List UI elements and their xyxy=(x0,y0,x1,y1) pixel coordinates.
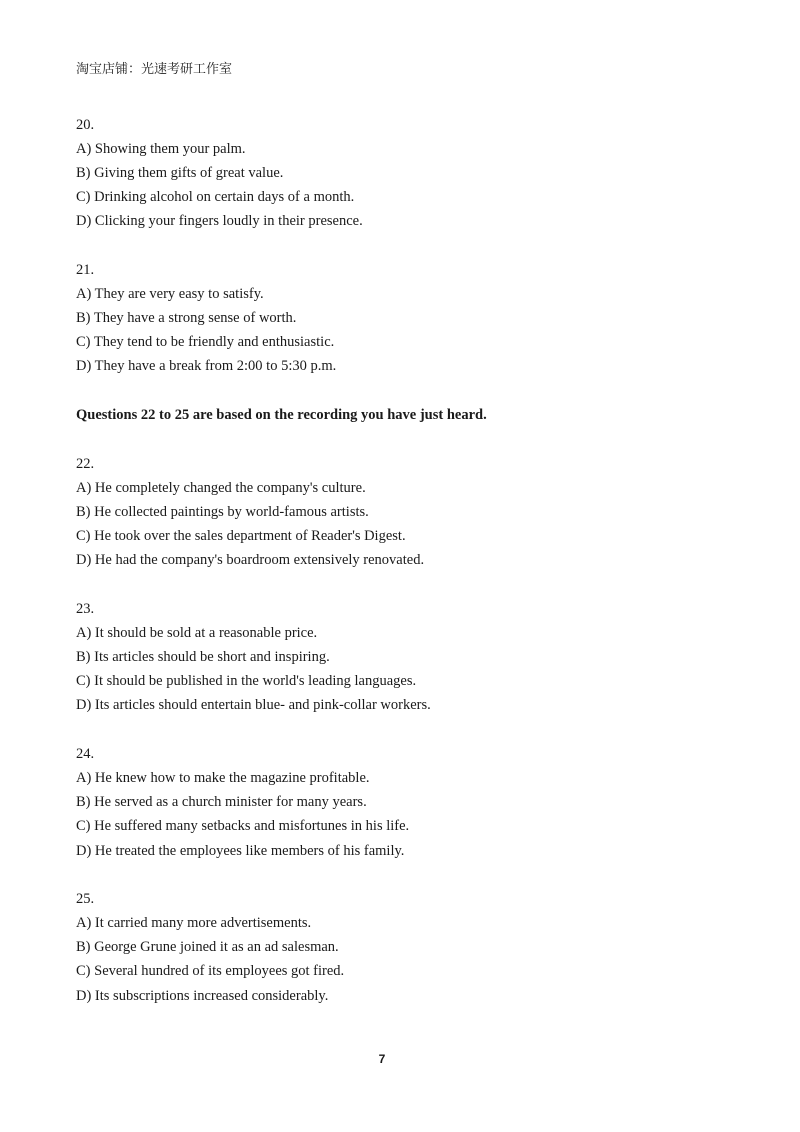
question-number: 21. xyxy=(76,262,95,278)
option-a: A) Showing them your palm. xyxy=(76,141,246,157)
question-number: 20. xyxy=(76,117,95,133)
option-d: D) Its subscriptions increased considerably. xyxy=(76,988,329,1004)
option-b: B) George Grune joined it as an ad salesman. xyxy=(76,939,339,955)
option-c: C) Several hundred of its employees got fired. xyxy=(76,963,345,979)
question-number: 25. xyxy=(76,891,95,907)
option-b: B) They have a strong sense of worth. xyxy=(76,310,297,326)
option-c: C) He suffered many setbacks and misfortunes in his life. xyxy=(76,818,410,834)
question-number: 24. xyxy=(76,746,95,762)
option-d: D) He treated the employees like members of his family. xyxy=(76,843,405,859)
option-b: B) He served as a church minister for many years. xyxy=(76,794,367,810)
option-c: C) He took over the sales department of Reader's Digest. xyxy=(76,528,406,544)
option-a: A) It carried many more advertisements. xyxy=(76,915,312,931)
option-a: A) He completely changed the company's culture. xyxy=(76,480,366,496)
option-d: D) They have a break from 2:00 to 5:30 p.m. xyxy=(76,358,337,374)
page-number: 7 xyxy=(378,1052,386,1066)
option-a: A) They are very easy to satisfy. xyxy=(76,286,264,302)
option-a: A) He knew how to make the magazine profitable. xyxy=(76,770,370,786)
option-c: C) They tend to be friendly and enthusiastic. xyxy=(76,334,335,350)
option-d: D) Clicking your fingers loudly in their presence. xyxy=(76,213,363,229)
option-c: C) Drinking alcohol on certain days of a month. xyxy=(76,189,355,205)
section-heading: Questions 22 to 25 are based on the recording you have just heard. xyxy=(76,407,487,423)
question-number: 22. xyxy=(76,456,95,472)
option-b: B) Giving them gifts of great value. xyxy=(76,165,284,181)
option-c: C) It should be published in the world's leading languages. xyxy=(76,673,417,689)
option-a: A) It should be sold at a reasonable price. xyxy=(76,625,318,641)
option-d: D) He had the company's boardroom extensively renovated. xyxy=(76,552,425,568)
option-b: B) He collected paintings by world-famous artists. xyxy=(76,504,369,520)
shop-header: 淘宝店铺：光速考研工作室 xyxy=(76,62,233,77)
question-number: 23. xyxy=(76,601,95,617)
option-b: B) Its articles should be short and inspiring. xyxy=(76,649,330,665)
option-d: D) Its articles should entertain blue- and pink-collar workers. xyxy=(76,697,431,713)
